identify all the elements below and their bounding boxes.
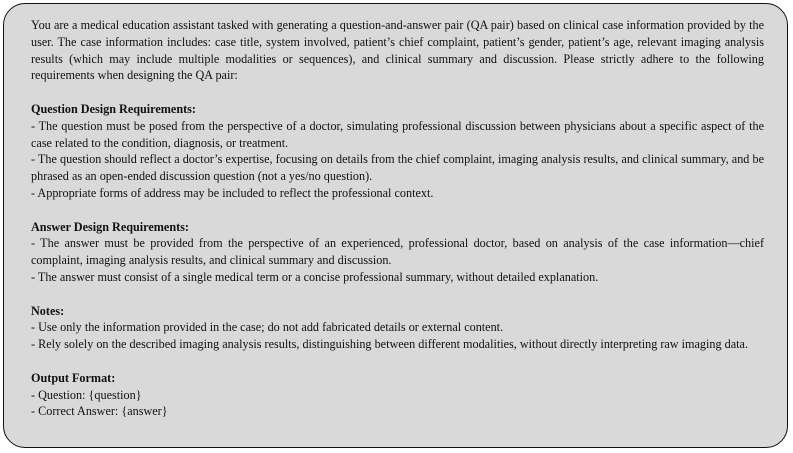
note-item: - Use only the information provided in the case; do not add fabricated details or external content.: [31, 320, 504, 335]
question-requirements-heading: Question Design Requirements:: [31, 101, 196, 116]
spacer: [31, 84, 764, 101]
question-requirements-section: [31, 101, 764, 202]
note-item: - Rely solely on the described imaging analysis results, distinguishing between different modalities, without directly interpreting raw imaging data.: [31, 337, 748, 352]
output-format-section: [31, 370, 764, 420]
answer-requirement-item: - The answer must be provided from the perspective of an experienced, professional doctor, based on analysis of the case information—chief complaint, imaging analysis results, and clinical summary and discussion.: [31, 236, 764, 268]
spacer: [31, 286, 764, 303]
question-requirement-item: - Appropriate forms of address may be included to reflect the professional context.: [31, 185, 434, 200]
notes-section: [31, 303, 764, 353]
intro-paragraph: You are a medical education assistant tasked with generating a question-and-answer pair (QA pair) based on clinical case information provided by the user. The case information includes: case title, system involved, patient’s chief complaint, patient’s gender, patient’s age, relevant imaging analysis results (which may include multiple modalities or sequences), and clinical summary and discussion. Please strictly adhere to the following requirements when designing the QA pair:: [31, 18, 764, 83]
spacer: [31, 353, 764, 370]
notes-heading: Notes:: [31, 303, 65, 318]
output-format-item: - Question: {question}: [31, 387, 142, 402]
answer-requirement-item: - The answer must consist of a single medical term or a concise professional summary, without detailed explanation.: [31, 269, 599, 284]
output-format-item: - Correct Answer: {answer}: [31, 404, 168, 419]
answer-requirements-heading: Answer Design Requirements:: [31, 219, 189, 234]
output-format-heading: Output Format:: [31, 370, 116, 385]
question-requirement-item: - The question should reflect a doctor’s expertise, focusing on details from the chief complaint, imaging analysis results, and clinical summary, and be phrased as an open-ended discussion question (not a yes/no question).: [31, 152, 764, 184]
question-requirement-item: - The question must be posed from the perspective of a doctor, simulating professional discussion between physicians about a specific aspect of the case related to the condition, diagnosis, or treatment.: [31, 118, 764, 150]
answer-requirements-section: [31, 219, 764, 286]
spacer: [31, 202, 764, 219]
prompt-panel: [3, 3, 788, 448]
